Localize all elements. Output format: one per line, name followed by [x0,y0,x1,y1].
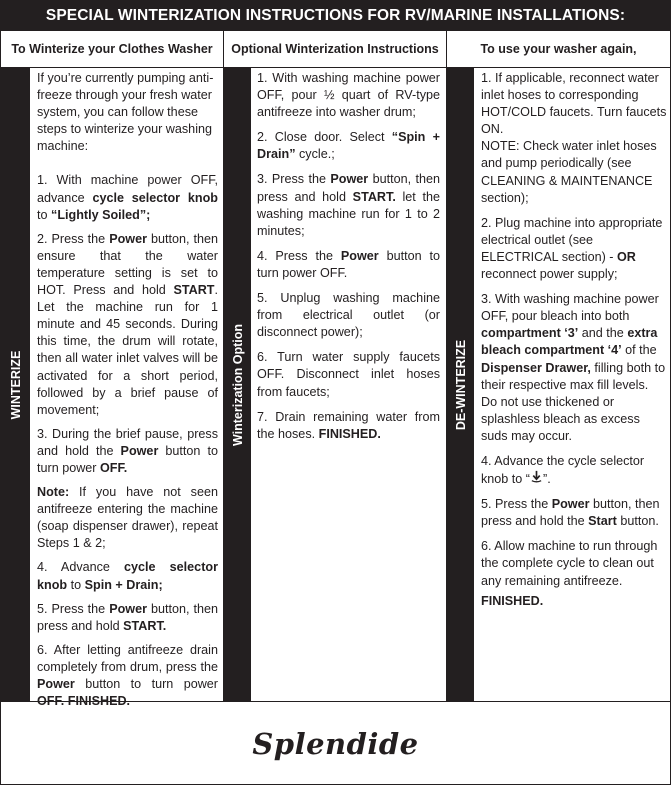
column-headers [1,31,670,68]
winterize-step-3: 3. During the brief pause, press and hold the Power button to turn power OFF. [37,426,219,475]
optional-step-1: 1. With washing machine power OFF, pour ½ quart of RV-type antifreeze into washer drum; [257,71,440,120]
dewinterize-finished: FINISHED. [481,593,544,608]
dewinterize-column [481,70,667,610]
dewinterize-side-band [447,68,474,702]
optional-step-5: 5. Unplug washing machine from electrical outlet (or disconnect power); [257,291,440,340]
dewinterize-step-6: 6. Allow machine to run through the complete cycle to clean out any remaining antifreeze. [481,539,658,588]
optional-side-label: Winterization Option [230,323,245,447]
header-winterize: To Winterize your Clothes Washer [11,41,213,56]
dewinterize-step-3: 3. With washing machine power OFF, pour bleach into both compartment ‘3’ and the extra bleach compartment ‘4’ of the Dispenser Drawer, filling both to their respective max fill levels. Do not use thickened or splashless bleach as excess suds may occur. [481,292,666,443]
optional-step-4: 4. Press the Power button to turn power OFF. [257,248,440,280]
optional-step-3: 3. Press the Power button, then press and hold START. let the washing machine run for 1 to 2 minutes; [257,172,440,238]
winterize-intro: If you’re currently pumping anti-freeze through your fresh water system, you can follow these steps to winterize your washing machine: [37,71,214,154]
winterize-side-band [1,68,30,702]
spin-drain-symbol-icon [530,470,543,483]
header-optional: Optional Winterization Instructions [231,41,439,56]
winterize-note: Note: If you have not seen antifreeze entering the machine (soap dispenser drawer), repeat Steps 1 & 2; [37,485,218,551]
dewinterize-side-label: DE-WINTERIZE [453,339,468,431]
header-dewinterize: To use your washer again, [480,41,637,56]
dewinterize-step-5: 5. Press the Power button, then press and hold the Start button. [481,497,660,529]
dewinterize-step-1: 1. If applicable, reconnect water inlet hoses to corresponding HOT/COLD faucets. Turn faucets ON. [481,71,667,137]
dewinterize-note: NOTE: Check water inlet hoses and pump periodically (see CLEANING & MAINTENANCE section); [481,139,657,205]
instructions-body [1,68,670,709]
winterize-side-label: WINTERIZE [8,350,23,420]
optional-column [257,70,440,443]
winterize-column [37,70,218,710]
optional-side-band [224,68,251,702]
optional-step-2: 2. Close door. Select “Spin + Drain” cycle.; [257,130,441,162]
winterize-step-1: 1. With machine power OFF, advance cycle selector knob to “Lightly Soiled”; [37,173,218,222]
dewinterize-step-4: 4. Advance the cycle selector knob to “ ”. [481,453,645,487]
optional-step-6: 6. Turn water supply faucets OFF. Disconnect inlet hoses from faucets; [257,350,440,399]
dewinterize-step-2: 2. Plug machine into appropriate electrical outlet (see ELECTRICAL section) - OR reconnect power supply; [481,215,663,282]
winterize-step-5: 5. Press the Power button, then press and hold START. [37,601,218,633]
winterize-step-4: 4. Advance cycle selector knob to Spin + Drain; [37,560,218,592]
footer [1,701,670,785]
winterize-step-6: 6. After letting antifreeze drain completely from drum, press the Power button to turn power OFF. FINISHED. [37,642,218,709]
brand-logo: Splendide [252,726,419,761]
optional-step-7: 7. Drain remaining water from the hoses. FINISHED. [257,409,440,441]
winterize-step-2: 2. Press the Power button, then ensure that the water temperature setting is set to HOT. Press and hold START. Let the machine run for 1 minute and 45 seconds. During this time, the drum will rotate, then all water inlet valves will be activated for a short period, followed by a brief pause of movement; [37,231,218,417]
page-title: SPECIAL WINTERIZATION INSTRUCTIONS FOR RV/MARINE INSTALLATIONS: [1,1,670,31]
